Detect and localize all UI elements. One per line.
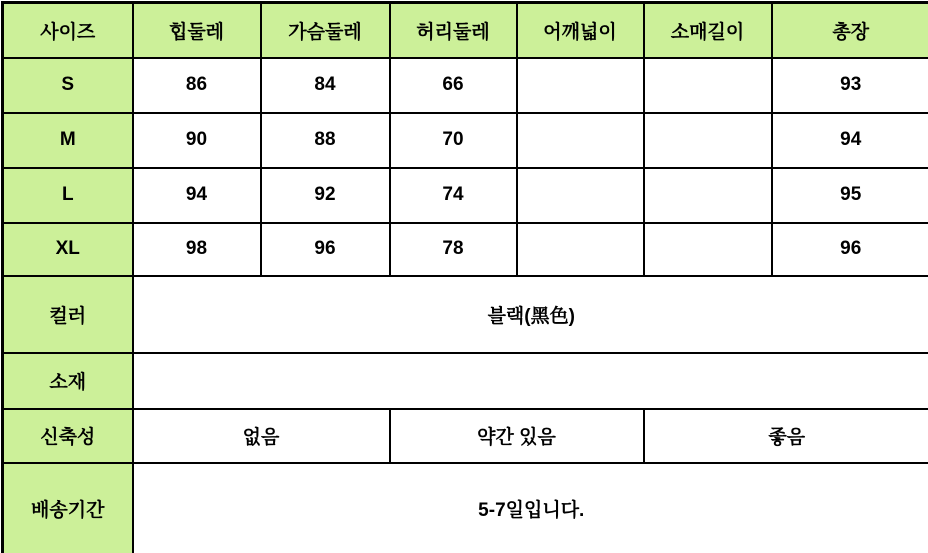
cell-l-sleeve <box>644 168 772 223</box>
cell-xl-hip: 98 <box>133 223 261 276</box>
stretch-row-label: 신축성 <box>3 409 133 463</box>
header-cell-chest: 가슴둘레 <box>261 3 390 58</box>
cell-l-shoulder <box>517 168 644 223</box>
table-row-size-l <box>3 168 928 223</box>
cell-xl-chest: 96 <box>261 223 390 276</box>
color-row-value: 블랙(黑色) <box>133 276 928 353</box>
cell-m-hip: 90 <box>133 113 261 168</box>
size-label-m: M <box>3 113 133 168</box>
material-row-label: 소재 <box>3 353 133 409</box>
header-cell-total-length: 총장 <box>772 3 928 58</box>
cell-m-total-length: 94 <box>772 113 928 168</box>
stretch-option-slight: 약간 있음 <box>390 409 644 463</box>
stretch-option-good: 좋음 <box>644 409 928 463</box>
table-row-size-xl <box>3 223 928 276</box>
table-row-stretch <box>3 409 928 463</box>
table-row-size-m <box>3 113 928 168</box>
size-chart-table <box>1 1 928 553</box>
size-label-s: S <box>3 58 133 113</box>
stretch-option-none: 없음 <box>133 409 390 463</box>
cell-s-waist: 66 <box>390 58 517 113</box>
header-cell-sleeve: 소매길이 <box>644 3 772 58</box>
shipping-row-value: 5-7일입니다. <box>133 463 928 553</box>
cell-m-waist: 70 <box>390 113 517 168</box>
header-cell-shoulder: 어깨넓이 <box>517 3 644 58</box>
cell-m-chest: 88 <box>261 113 390 168</box>
cell-m-shoulder <box>517 113 644 168</box>
cell-l-total-length: 95 <box>772 168 928 223</box>
material-row-value <box>133 353 928 409</box>
cell-s-chest: 84 <box>261 58 390 113</box>
size-label-l: L <box>3 168 133 223</box>
cell-s-hip: 86 <box>133 58 261 113</box>
table-row-size-s <box>3 58 928 113</box>
cell-s-total-length: 93 <box>772 58 928 113</box>
header-cell-size: 사이즈 <box>3 3 133 58</box>
cell-m-sleeve <box>644 113 772 168</box>
cell-xl-sleeve <box>644 223 772 276</box>
table-row-color <box>3 276 928 353</box>
shipping-row-label: 배송기간 <box>3 463 133 553</box>
size-label-xl: XL <box>3 223 133 276</box>
cell-xl-waist: 78 <box>390 223 517 276</box>
table-row-material <box>3 353 928 409</box>
cell-s-sleeve <box>644 58 772 113</box>
table-row-shipping <box>3 463 928 553</box>
cell-s-shoulder <box>517 58 644 113</box>
cell-l-chest: 92 <box>261 168 390 223</box>
cell-l-waist: 74 <box>390 168 517 223</box>
cell-xl-total-length: 96 <box>772 223 928 276</box>
cell-xl-shoulder <box>517 223 644 276</box>
header-row <box>3 3 928 58</box>
header-cell-hip: 힙둘레 <box>133 3 261 58</box>
header-cell-waist: 허리둘레 <box>390 3 517 58</box>
color-row-label: 컬러 <box>3 276 133 353</box>
cell-l-hip: 94 <box>133 168 261 223</box>
